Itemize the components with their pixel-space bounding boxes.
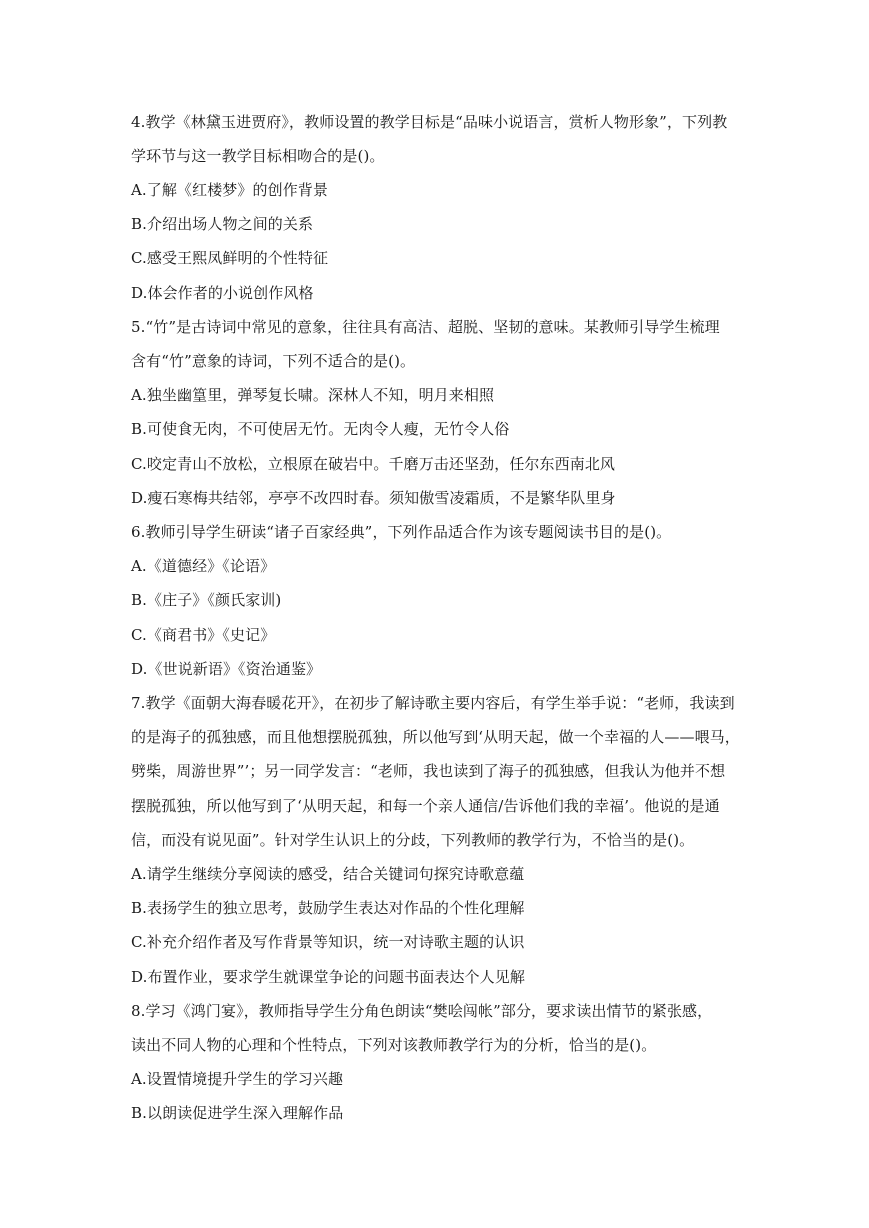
question-4-option-d: D.体会作者的小说创作风格 xyxy=(131,284,314,302)
question-7-stem-line-1: 7.教学《面朝大海春暖花开》，在初步了解诗歌主要内容后，有学生举手说：“老师，我读到 xyxy=(131,694,735,712)
question-4-option-b: B.介绍出场人物之间的关系 xyxy=(131,215,314,233)
question-7-option-b: B.表扬学生的独立思考，鼓励学生表达对作品的个性化理解 xyxy=(131,899,525,917)
question-7-option-d: D.布置作业，要求学生就课堂争论的问题书面表达个人见解 xyxy=(131,968,525,986)
question-6-option-c: C.《商君书》《史记》 xyxy=(131,626,276,644)
question-4-stem-line-2: 学环节与这一教学目标相吻合的是()。 xyxy=(131,147,385,165)
question-4-option-a: A.了解《红楼梦》的创作背景 xyxy=(131,181,329,199)
question-7-stem-line-3: 劈柴，周游世界”’；另一同学发言：“老师，我也读到了海子的孤独感，但我认为他并不想 xyxy=(131,762,726,780)
question-6-option-d: D.《世说新语》《资治通鉴》 xyxy=(131,660,322,678)
question-4-option-c: C.感受王熙凤鲜明的个性特征 xyxy=(131,249,329,267)
question-8-stem-line-1: 8.学习《鸿门宴》，教师指导学生分角色朗读“樊哙闯帐”部分，要求读出情节的紧张感， xyxy=(131,1002,713,1020)
question-8-option-a: A.设置情境提升学生的学习兴趣 xyxy=(131,1070,344,1088)
question-7-stem-line-2: 的是海子的孤独感，而且他想摆脱孤独，所以他写到‘从明天起，做一个幸福的人——喂马， xyxy=(131,728,740,746)
question-7-option-a: A.请学生继续分享阅读的感受，结合关键词句探究诗歌意蕴 xyxy=(131,865,525,883)
question-6-stem-line-1: 6.教师引导学生研读“诸子百家经典”，下列作品适合作为该专题阅读书目的是()。 xyxy=(131,523,672,541)
question-6-option-b: B.《庄子》《颜氏家训) xyxy=(131,591,282,609)
question-5-option-b: B.可使食无肉，不可使居无竹。无肉令人瘦，无竹令人俗 xyxy=(131,420,510,438)
question-8-option-b: B.以朗读促进学生深入理解作品 xyxy=(131,1104,344,1122)
question-8-stem-line-2: 读出不同人物的心理和个性特点，下列对该教师教学行为的分析，恰当的是()。 xyxy=(131,1036,657,1054)
question-5-stem-line-1: 5.“竹”是古诗词中常见的意象，往往具有高洁、超脱、坚韧的意味。某教师引导学生梳理 xyxy=(131,318,720,336)
question-6-option-a: A.《道德经》《论语》 xyxy=(131,557,276,575)
question-5-option-d: D.瘦石寒梅共结邻，亭亭不改四时春。须知傲雪凌霜质，不是繁华队里身 xyxy=(131,489,616,507)
question-5-option-a: A.独坐幽篁里，弹琴复长啸。深林人不知，明月来相照 xyxy=(131,386,495,404)
question-4-stem-line-1: 4.教学《林黛玉进贾府》，教师设置的教学目标是“品味小说语言，赏析人物形象”，下列教 xyxy=(131,113,728,131)
question-5-option-c: C.咬定青山不放松，立根原在破岩中。千磨万击还坚劲，任尔东西南北风 xyxy=(131,455,616,473)
question-5-stem-line-2: 含有“竹”意象的诗词，下列不适合的是()。 xyxy=(131,352,416,370)
question-7-stem-line-5: 信，而没有说见面”。针对学生认识上的分歧，下列教师的教学行为，不恰当的是()。 xyxy=(131,831,695,849)
question-7-option-c: C.补充介绍作者及写作背景等知识，统一对诗歌主题的认识 xyxy=(131,933,525,951)
question-7-stem-line-4: 摆脱孤独，所以他写到了‘从明天起，和每一个亲人通信/告诉他们我的幸福’。他说的是通 xyxy=(131,797,720,815)
